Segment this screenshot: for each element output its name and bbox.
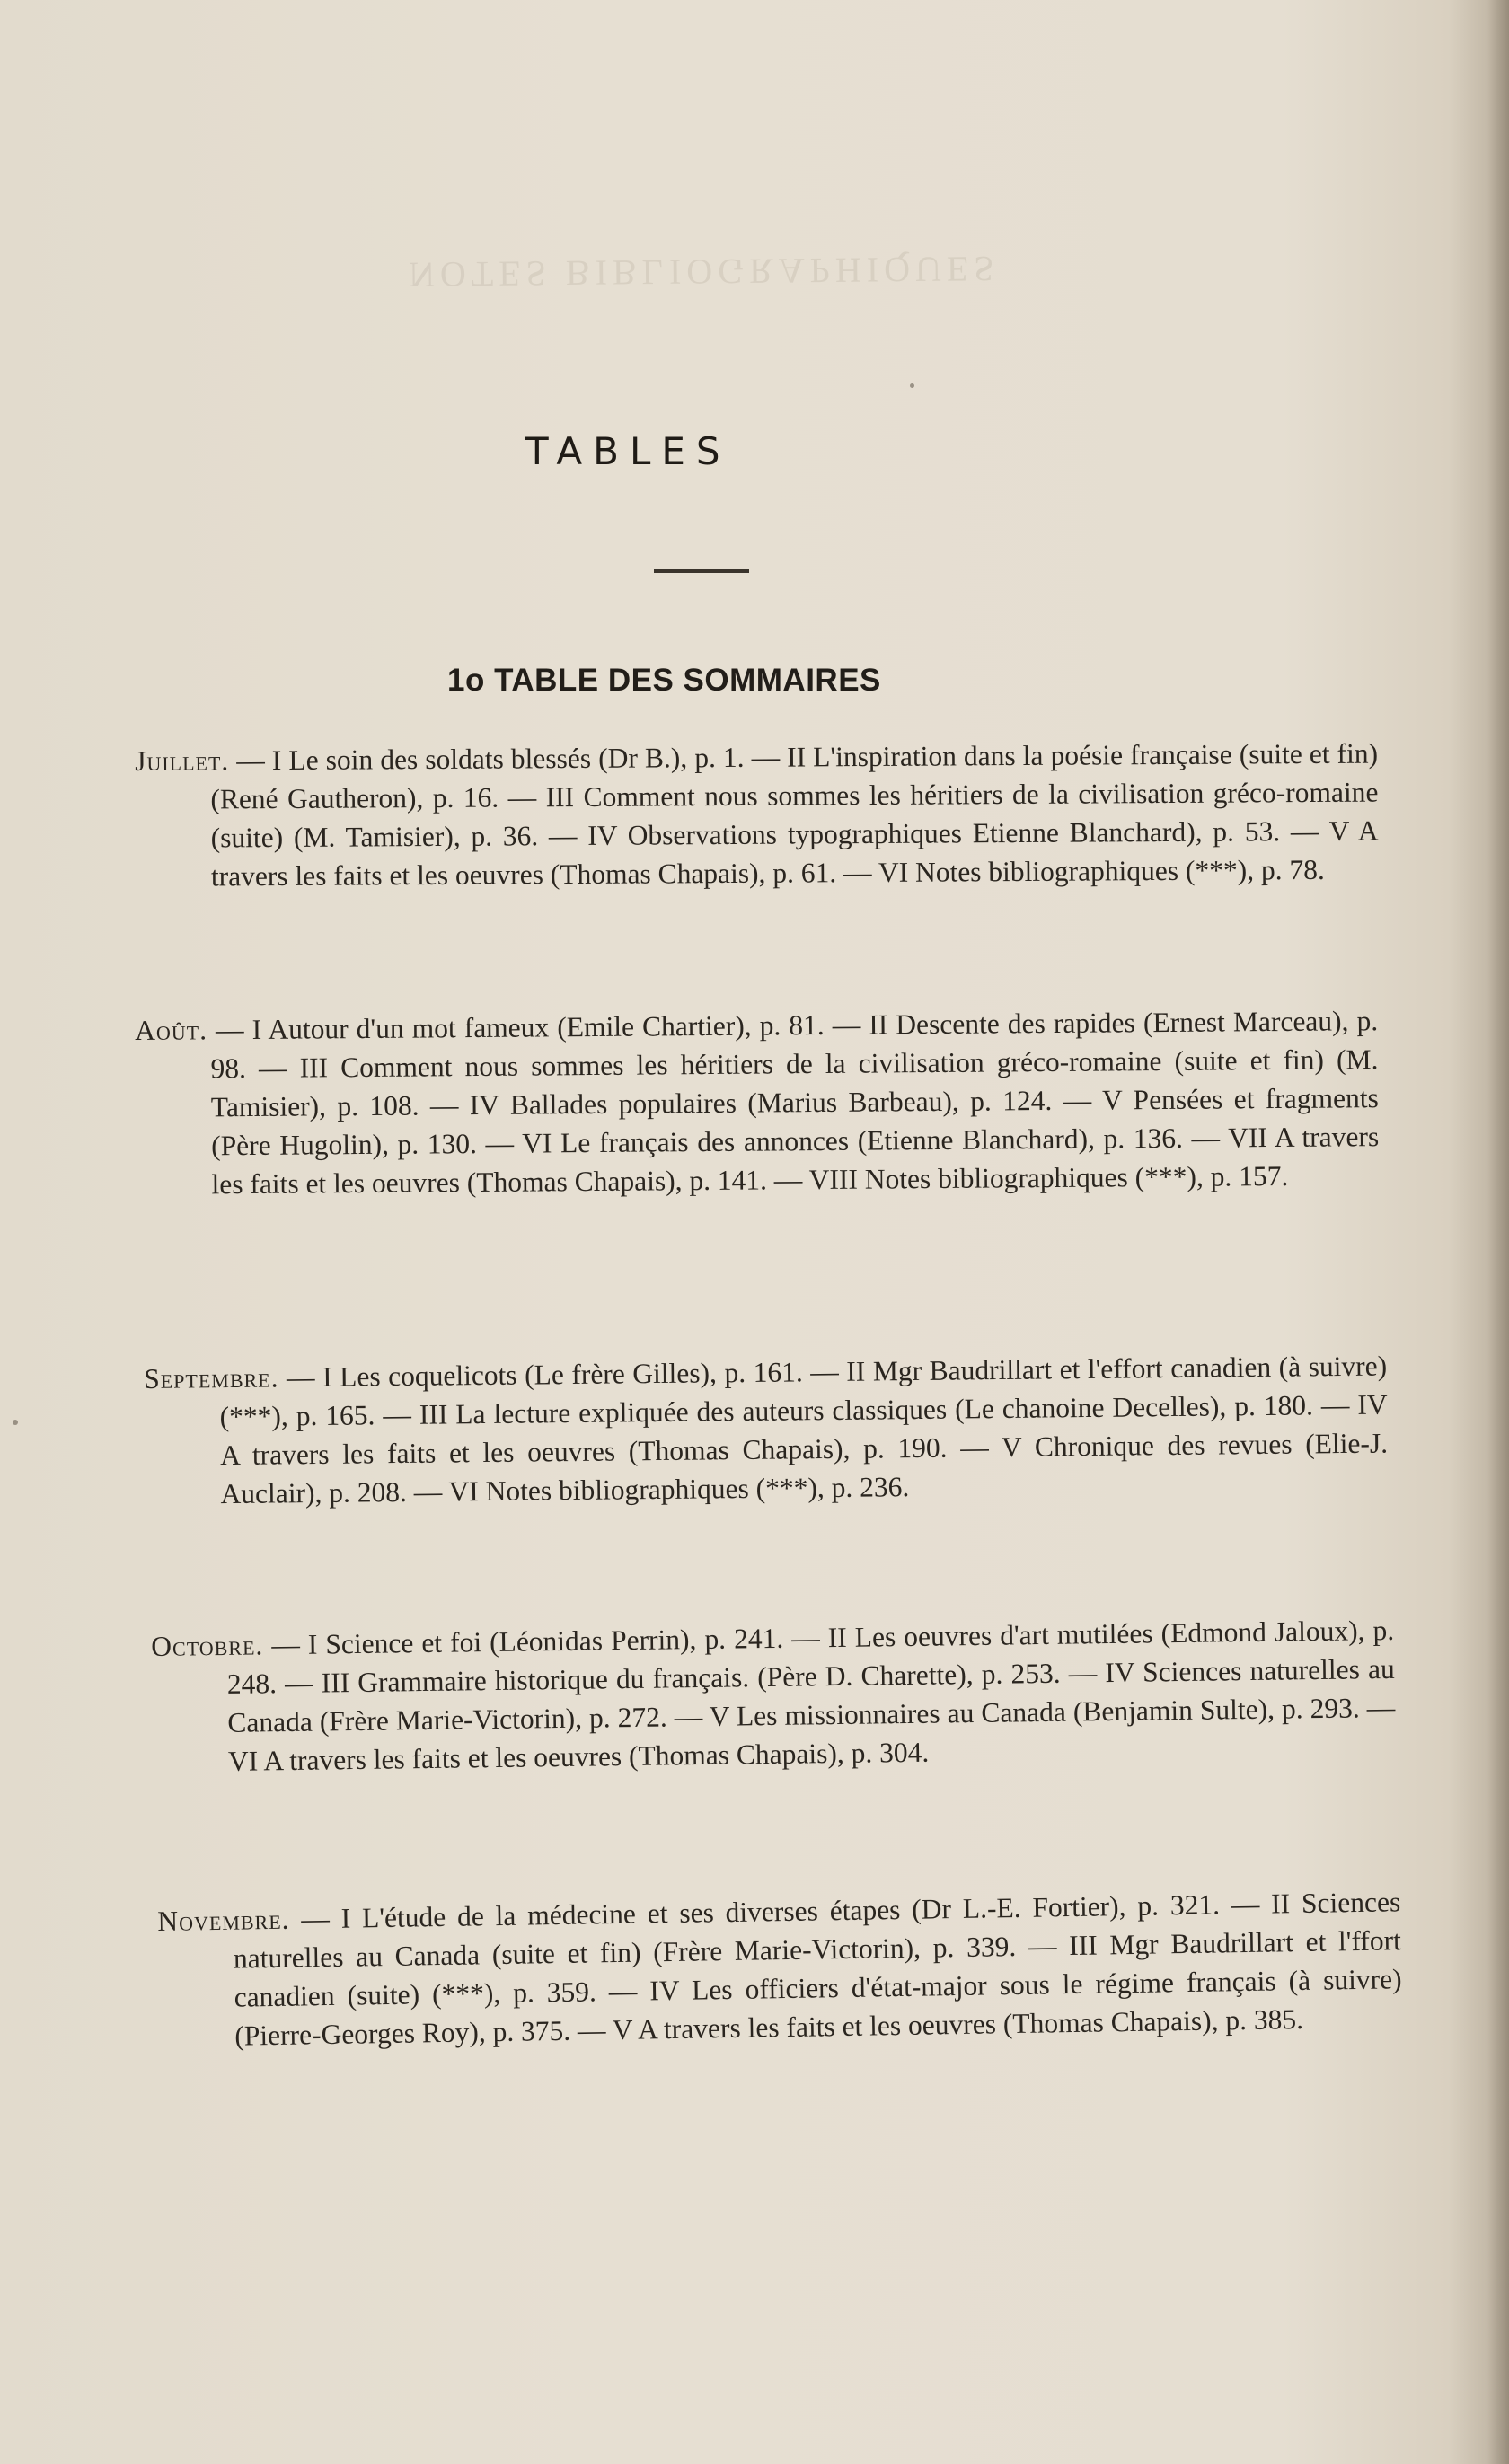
entry-text: — I L'étude de la médecine et ses diverses étapes (Dr L.-E. Fortier), p. 321. — II Sciences naturelles au Canada (suite et fin) (Frère Marie-Victorin), p. 339. — III Mgr Baudrillart et l'ffort canadien (suite) (***), p. 359. — IV Les officiers d'état-major sous le régime français (à suivre) (Pierre-Georges Roy), p. 375. — V A travers les faits et les oeuvres (Thomas Chapais), p. 385. [233, 1886, 1402, 2052]
entry-novembre [157, 1882, 1403, 2056]
paper-speck [13, 1420, 18, 1425]
entry-month: Septembre. [144, 1361, 279, 1395]
bleed-through-header: NOTES BIBLIOGRAPHIQUES [408, 248, 1000, 295]
entry-juillet [135, 735, 1379, 896]
title-divider [654, 569, 749, 573]
entry-aout [135, 1001, 1380, 1204]
spine-shadow [1487, 0, 1509, 2464]
entry-octobre [151, 1611, 1396, 1782]
section-title: 1o TABLE DES SOMMAIRES [447, 663, 881, 698]
paper-speck [910, 383, 914, 388]
entry-month: Octobre. [151, 1629, 264, 1662]
page-title: TABLES [525, 429, 731, 473]
entry-text: — I Science et foi (Léonidas Perrin), p. 241. — II Les oeuvres d'art mutilées (Edmond Jaloux), p. 248. — III Grammaire historique du français. (Père D. Charette), p. 253. — IV Sciences naturelles au Canada (Frère Marie-Victorin), p. 272. — V Les missionnaires au Canada (Benjamin Sulte), p. 293. — VI A travers les faits et les oeuvres (Thomas Chapais), p. 304. [226, 1614, 1396, 1777]
entry-month: Novembre. [157, 1903, 290, 1937]
entry-month: Juillet. [135, 744, 230, 777]
entry-month: Août. [135, 1014, 208, 1046]
entry-text: — I Le soin des soldats blessés (Dr B.), p. 1. — II L'inspiration dans la poésie française (suite et fin) (René Gautheron), p. 16. — III Comment nous sommes les héritiers de la civilisation gréco-romaine (suite) (M. Tamisier), p. 36. — IV Observations typographiques Etienne Blanchard), p. 53. — V A travers les faits et les oeuvres (Thomas Chapais), p. 61. — VI Notes bibliographiques (***), p. 78. [210, 737, 1379, 893]
entry-text: — I Les coquelicots (Le frère Gilles), p. 161. — II Mgr Baudrillart et l'effort canadien (à suivre) (***), p. 165. — III La lecture expliquée des auteurs classiques (Le chanoine Decelles), p. 180. — IV A travers les faits et les oeuvres (Thomas Chapais), p. 190. — V Chronique des revues (Elie-J. Auclair), p. 208. — VI Notes bibliographiques (***), p. 236. [219, 1350, 1389, 1510]
entry-text: — I Autour d'un mot fameux (Emile Chartier), p. 81. — II Descente des rapides (Ernest Marceau), p. 98. — III Comment nous sommes les héritiers de la civilisation gréco-romaine (suite et fin) (M. Tamisier), p. 108. — IV Ballades populaires (Marius Barbeau), p. 124. — V Pensées et fragments (Père Hugolin), p. 130. — VI Le français des annonces (Etienne Blanchard), p. 136. — VII A travers les faits et les oeuvres (Thomas Chapais), p. 141. — VIII Notes bibliographiques (***), p. 157. [207, 1005, 1380, 1201]
entry-septembre [144, 1347, 1389, 1514]
